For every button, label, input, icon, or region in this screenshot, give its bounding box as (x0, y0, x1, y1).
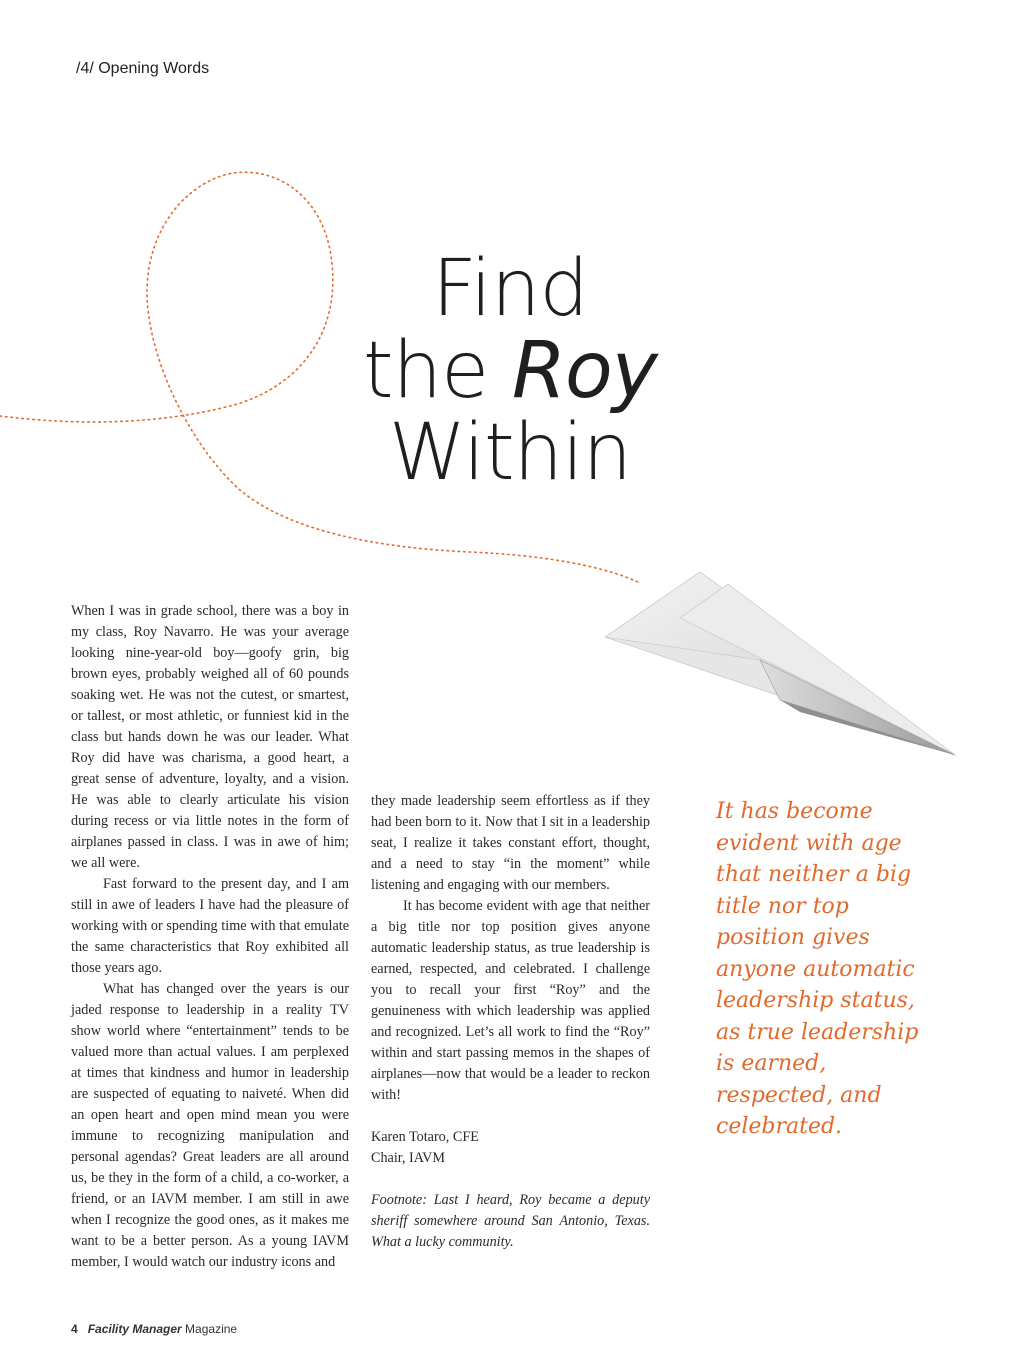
title-line-2-plain: the (363, 326, 512, 416)
page-footer (71, 1322, 237, 1336)
signature-role: Chair, IAVM (371, 1150, 446, 1166)
title-line-1: Find (432, 244, 588, 334)
magazine-suffix: Magazine (181, 1322, 238, 1336)
page-number: 4 (71, 1322, 78, 1336)
article-title (340, 244, 680, 498)
section-label: /4/ Opening Words (76, 60, 210, 77)
title-line-3: Within (388, 408, 632, 498)
paragraph: What has changed over the years is our jaded response to leadership in a reality TV show world where “entertainment” tends to be valued more than actual values. I am perplexed at times that kindness and humor in leadership are suspected of equating to naiveté. When did an open heart and open mind mean you were immune to recognizing manipulation and personal agendas? Great leaders are all around us, be they in the form of a child, a co-worker, a friend, or an IAVM member. I am still in awe when I recognize the good ones, as it makes me want to be a better person. As a young IAVM member, I would watch our industry icons and (71, 981, 349, 1270)
signature (371, 1127, 650, 1169)
footnote: Footnote: Last I heard, Roy became a deputy sheriff somewhere around San Antonio, Texas. What a lucky community. (371, 1192, 650, 1250)
paragraph: It has become evident with age that neither a big title nor top position gives anyone automatic leadership status, as true leadership is earned, respected, and celebrated. I challenge you to recall your first “Roy” and the genuineness with which leadership was applied and recognized. Let’s all work to find the “Roy” within and start passing memos in the shapes of airplanes—now that would be a leader to reckon with! (371, 898, 650, 1103)
paragraph: When I was in grade school, there was a boy in my class, Roy Navarro. He was your average looking nine-year-old boy—goofy grin, big brown eyes, probably weighed all of 60 pounds soaking wet. He was not the cutest, or smartest, or tallest, or most athletic, or funniest kid in the class but hands down he was our leader. What Roy did have was charisma, a good heart, a great sense of adventure, loyalty, and a vision. He was able to clearly articulate his vision during recess or via little notes in the form of airplanes passed in class. I was in awe of him; we all were. (71, 603, 349, 871)
signature-name: Karen Totaro, CFE (371, 1129, 479, 1145)
pull-quote: It has become evident with age that neither a big title nor top position gives anyone automatic leadership status, as true leadership is earned, respected, and celebrated. (716, 799, 919, 1139)
paragraph: they made leadership seem effortless as if they had been born to it. Now that I sit in a leadership seat, I realize it takes constant effort, thought, and a need to stay “in the moment” while listening and engaging with our members. (371, 793, 650, 893)
title-line-2 (340, 326, 680, 416)
magazine-name: Facility Manager (87, 1322, 182, 1336)
paragraph: Fast forward to the present day, and I am still in awe of leaders I have had the pleasure of working with or spending time with that emulate the same characteristics that Roy exhibited all those years ago. (71, 876, 349, 976)
article-column-2 (371, 791, 650, 1253)
title-line-2-italic: Roy (511, 326, 657, 416)
article-column-1 (71, 601, 349, 1273)
